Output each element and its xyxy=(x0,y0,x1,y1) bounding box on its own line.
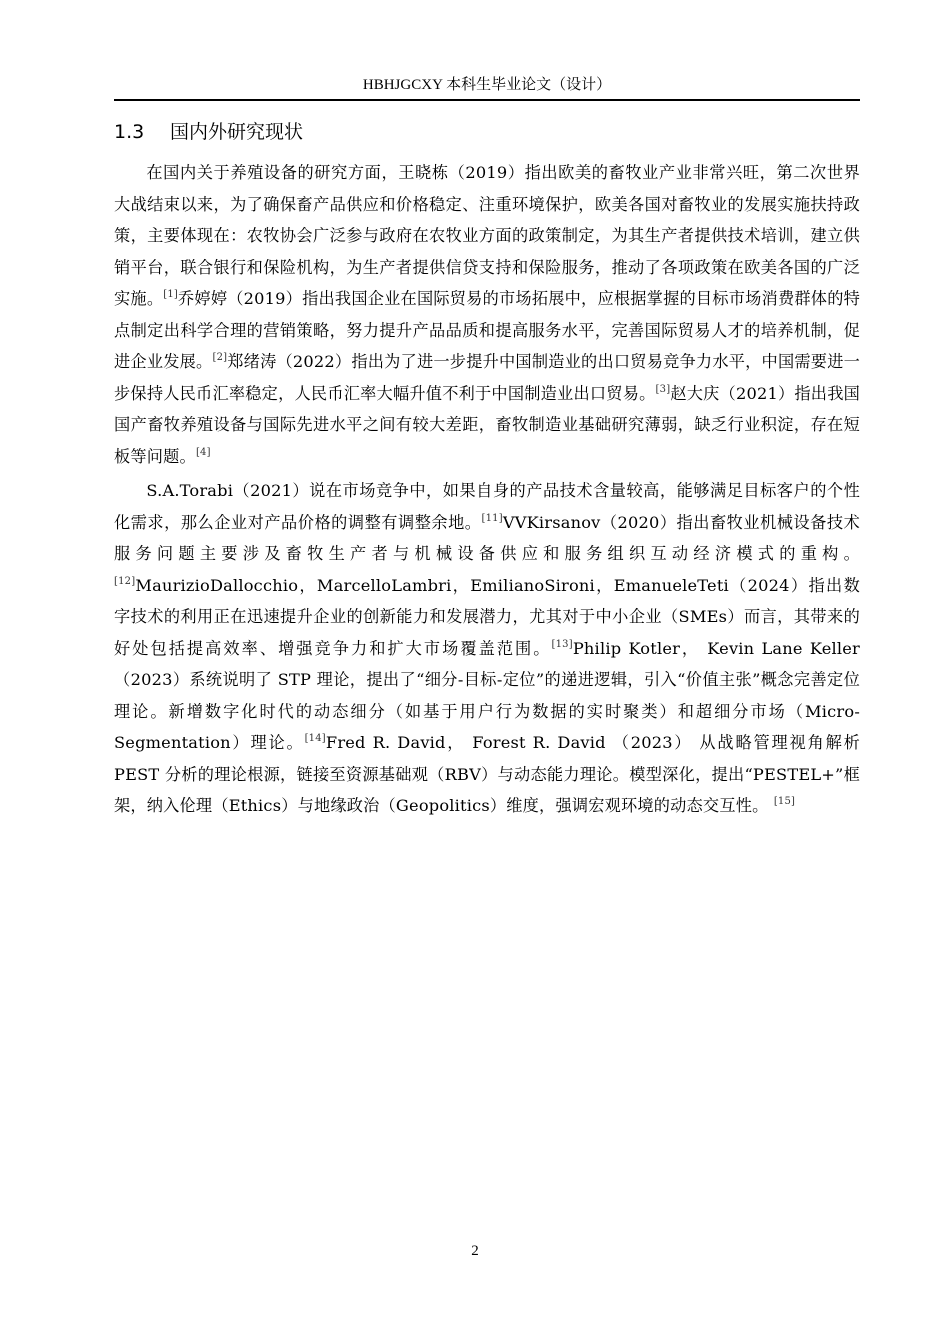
citation-ref: [3] xyxy=(655,383,671,395)
paragraph-text: 在国内关于养殖设备的研究方面，王晓栋（2019）指出欧美的畜牧业产业非常兴旺，第二次世界大战结束以来，为了确保畜产品供应和价格稳定、注重环境保护，欧美各国对畜牧业的发展实施扶持政策，主要体现在：农牧协会广泛参与政府在农牧业方面的政策制定，为其生产者提供技术培训，建立供销平台，联合银行和保险机构，为生产者提供信贷支持和保险服务，推动了各项政策在欧美各国的广泛实施。 xyxy=(114,163,860,308)
citation-ref: [14] xyxy=(304,733,326,744)
section-title: 国内外研究现状 xyxy=(170,121,304,143)
paragraph-text: 赵大庆（2021）指出我国国产畜牧养殖设备与国际先进水平之间有较大差距，畜牧制造业基础研究薄弱，缺乏行业积淀，存在短板等问题。 xyxy=(114,383,861,466)
citation-ref: [11] xyxy=(481,512,503,524)
citation-ref: [4] xyxy=(195,446,211,458)
paragraph-text: VVKirsanov（2020）指出畜牧业机械设备技术服务问题主要涉及畜牧生产者与机械设备供应和服务组织互动经济模式的重构。 xyxy=(114,512,860,563)
body-text xyxy=(114,157,860,825)
paragraph-text: MaurizioDallocchio，MarcelloLambri，EmilianoSironi，EmanueleTeti（2024）指出数字技术的利用正在迅速提升企业的创新能力和发展潜力，尤其对于中小企业（SMEs）而言，其带来的好处包括提高效率、增强竞争力和扩大市场覆盖范围。 xyxy=(114,575,860,658)
citation-ref: [13] xyxy=(551,638,573,650)
paragraph-text: Fred R. David， Forest R. David （2023） 从战略管理视角解析 PEST 分析的理论根源，链接至资源基础观（RBV）与动态能力理论。模型深化，提出“PESTEL+”框架，纳入伦理（Ethics）与地缘政治（Geopolitics）维度，强调宏观环境的动态交互性。 xyxy=(114,733,860,815)
header-rule xyxy=(114,99,860,101)
paragraph-text: Philip Kotler， Kevin Lane Keller（2023）系统说明了 STP 理论，提出了“细分-目标-定位”的递进逻辑，引入“价值主张”概念完善定位理论。新增数字化时代的动态细分（如基于用户行为数据的实时聚类）和超细分市场（Micro-Segmentation）理论。 xyxy=(114,638,860,752)
citation-ref: [1] xyxy=(163,289,178,300)
page-number: 2 xyxy=(471,1243,479,1259)
paragraph-text: 乔婷婷（2019）指出我国企业在国际贸易的市场拓展中，应根据掌握的目标市场消费群体的特点制定出科学合理的营销策略，努力提升产品品质和提高服务水平，完善国际贸易人才的培养机制，促进企业发展。 xyxy=(114,289,860,371)
citation-ref: [15] xyxy=(773,796,796,807)
citation-ref: [2] xyxy=(212,352,228,363)
section-heading xyxy=(114,118,303,146)
citation-ref: [12] xyxy=(114,575,136,587)
body-paragraph xyxy=(114,475,860,822)
paragraph-text: 郑绪涛（2022）指出为了进一步提升中国制造业的出口贸易竞争力水平，中国需要进一步保持人民币汇率稳定，人民币汇率大幅升值不利于中国制造业出口贸易。 xyxy=(114,352,860,403)
body-paragraph xyxy=(114,157,860,472)
page-header: HBHJGCXY 本科生毕业论文（设计） xyxy=(362,77,612,93)
section-number: 1.3 xyxy=(114,121,145,143)
paragraph-text: S.A.Torabi（2021）说在市场竞争中，如果自身的产品技术含量较高，能够满足目标客户的个性化需求，那么企业对产品价格的调整有调整余地。 xyxy=(114,481,860,532)
